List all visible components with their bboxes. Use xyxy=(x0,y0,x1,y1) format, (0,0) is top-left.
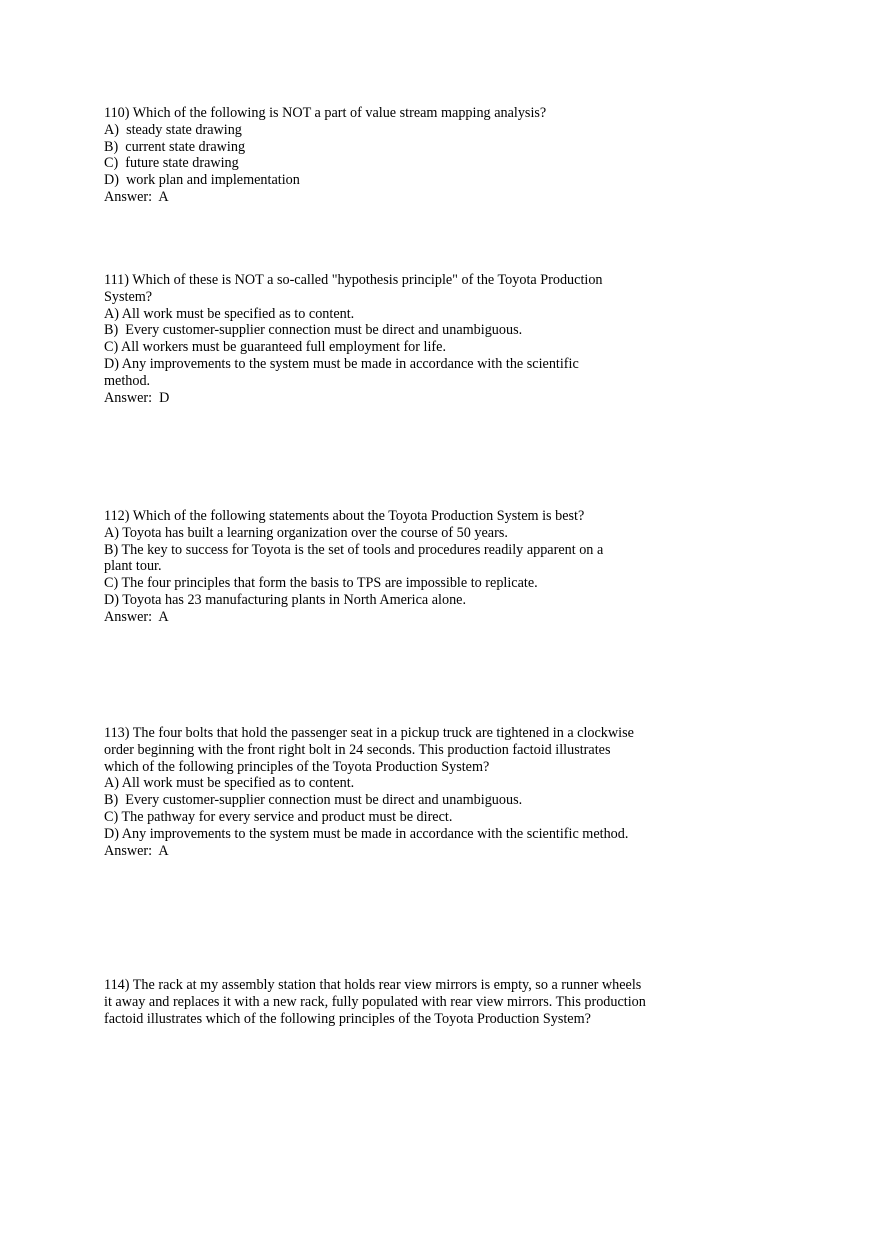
question-stem: 114) The rack at my assembly station that holds rear view mirrors is empty, so a runner wheels it away and replaces it with a new rack, fully populated with rear view mirrors. This production factoid illustrates which of the following principles of the Toyota Production System? xyxy=(104,977,650,1027)
option-b: B) The key to success for Toyota is the set of tools and procedures readily apparent on a plant tour. xyxy=(104,541,607,575)
option-a: A) steady state drawing xyxy=(104,121,242,138)
option-d: D) Toyota has 23 manufacturing plants in North America alone. xyxy=(104,591,467,608)
answer: Answer: D xyxy=(104,389,170,406)
option-c: C) future state drawing xyxy=(104,155,239,172)
option-a: A) All work must be specified as to content. xyxy=(104,305,355,322)
option-b: B) Every customer-supplier connection must be direct and unambiguous. xyxy=(104,322,523,339)
option-d: D) Any improvements to the system must be made in accordance with the scientific method. xyxy=(104,825,629,842)
option-c: C) All workers must be guaranteed full employment for life. xyxy=(104,339,446,356)
question-stem: 110) Which of the following is NOT a part of value stream mapping analysis? xyxy=(104,105,547,121)
option-b: B) current state drawing xyxy=(104,138,246,155)
question-110 xyxy=(104,105,644,206)
option-c: C) The pathway for every service and product must be direct. xyxy=(104,808,453,825)
question-114 xyxy=(104,977,649,1027)
option-a: A) All work must be specified as to content. xyxy=(104,775,355,792)
answer: Answer: A xyxy=(104,608,169,625)
answer: Answer: A xyxy=(104,188,169,205)
answer: Answer: A xyxy=(104,842,169,859)
option-d: D) work plan and implementation xyxy=(104,172,300,189)
question-113 xyxy=(104,725,644,859)
option-b: B) Every customer-supplier connection must be direct and unambiguous. xyxy=(104,792,523,809)
question-stem: 112) Which of the following statements about the Toyota Production System is best? xyxy=(104,508,585,524)
question-stem: 113) The four bolts that hold the passenger seat in a pickup truck are tightened in a clockwise order beginning with the front right bolt in 24 seconds. This production factoid illustrates which of the following principles of the Toyota Production System? xyxy=(104,725,638,775)
option-d: D) Any improvements to the system must be made in accordance with the scientific method. xyxy=(104,355,583,389)
question-stem: 111) Which of these is NOT a so-called "hypothesis principle" of the Toyota Production System? xyxy=(104,272,607,305)
question-112 xyxy=(104,508,624,626)
question-111 xyxy=(104,272,624,406)
option-a: A) Toyota has built a learning organization over the course of 50 years. xyxy=(104,524,508,541)
option-c: C) The four principles that form the basis to TPS are impossible to replicate. xyxy=(104,575,538,592)
